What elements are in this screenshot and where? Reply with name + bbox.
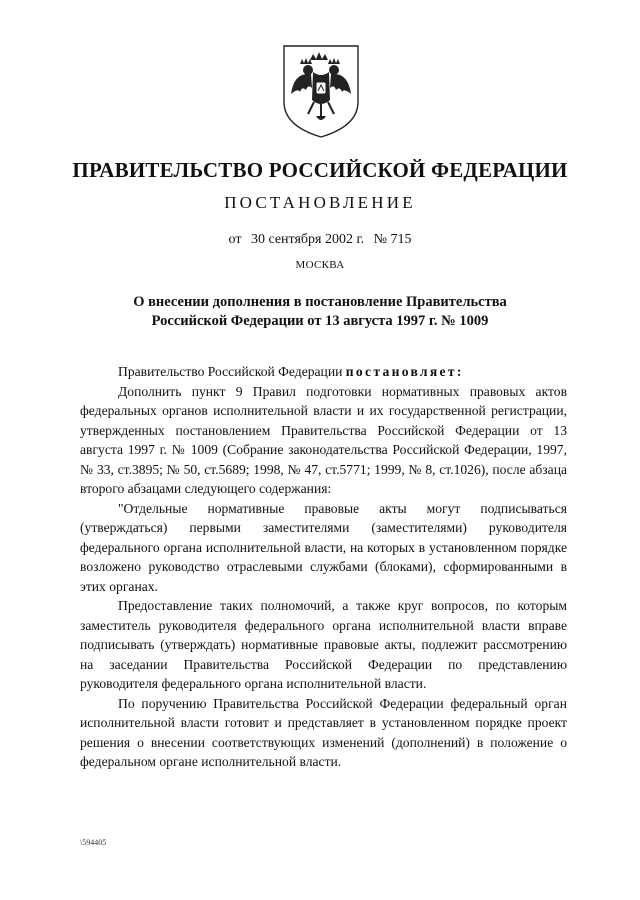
decree-keyword: постановляет: bbox=[345, 364, 464, 379]
document-number: № 715 bbox=[373, 232, 412, 247]
city: МОСКВА bbox=[295, 259, 345, 271]
document-type: ПОСТАНОВЛЕНИЕ bbox=[224, 193, 416, 212]
paragraph: "Отдельные нормативные правовые акты могут подписываться (утверждаться) первыми заместителями (заместителями) руководителя федерального органа исполнительной власти, на которых в установленном порядке возложено руководство отраслевыми службами (блоками), сформированными в этих органах. bbox=[80, 500, 567, 594]
paragraph bbox=[80, 362, 567, 382]
document-subject bbox=[90, 293, 550, 331]
document-body bbox=[80, 362, 567, 772]
date-prefix: от bbox=[228, 232, 242, 247]
document-date: 30 сентября 2002 г. bbox=[250, 232, 365, 247]
coat-of-arms-icon bbox=[278, 42, 364, 140]
paragraph: По поручению Правительства Российской Федерации федеральный орган исполнительной власти готовит и представляет в установленном порядке проект решения о внесении соответствующих изменений (дополнений) в положение о федеральном органе исполнительной власти. bbox=[80, 695, 567, 769]
subject-line: Российской Федерации от 13 августа 1997 г. № 1009 bbox=[151, 313, 489, 329]
paragraph: Дополнить пункт 9 Правил подготовки нормативных правовых актов федеральных органов исполнительной власти и их государственной регистрации, утвержденных постановлением Правительства Российской Федерации от 13 августа 1997 г. № 1009 (Собрание законодательства Российской Федерации, 1997, № 33, ст.3895; № 50, ст.5689; 1998, № 47, ст.5771; 1999, № 8, ст.1026), после абзаца второго абзацами следующего содержания: bbox=[80, 383, 567, 496]
paragraph-text: Правительство Российской Федерации bbox=[118, 364, 346, 379]
subject-line: О внесении дополнения в постановление Правительства bbox=[133, 294, 507, 310]
government-title: ПРАВИТЕЛЬСТВО РОССИЙСКОЙ ФЕДЕРАЦИИ bbox=[72, 158, 568, 182]
paragraph: Предоставление таких полномочий, а также круг вопросов, по которым заместитель руководителя федерального органа исполнительной власти вправе подписывать (утверждать) нормативные правовые акты, подлежит рассмотрению на заседании Правительства Российской Федерации по представлению руководителя федерального органа исполнительной власти. bbox=[80, 598, 567, 691]
document-code: \594405 bbox=[80, 838, 107, 847]
date-number-line bbox=[0, 232, 640, 248]
